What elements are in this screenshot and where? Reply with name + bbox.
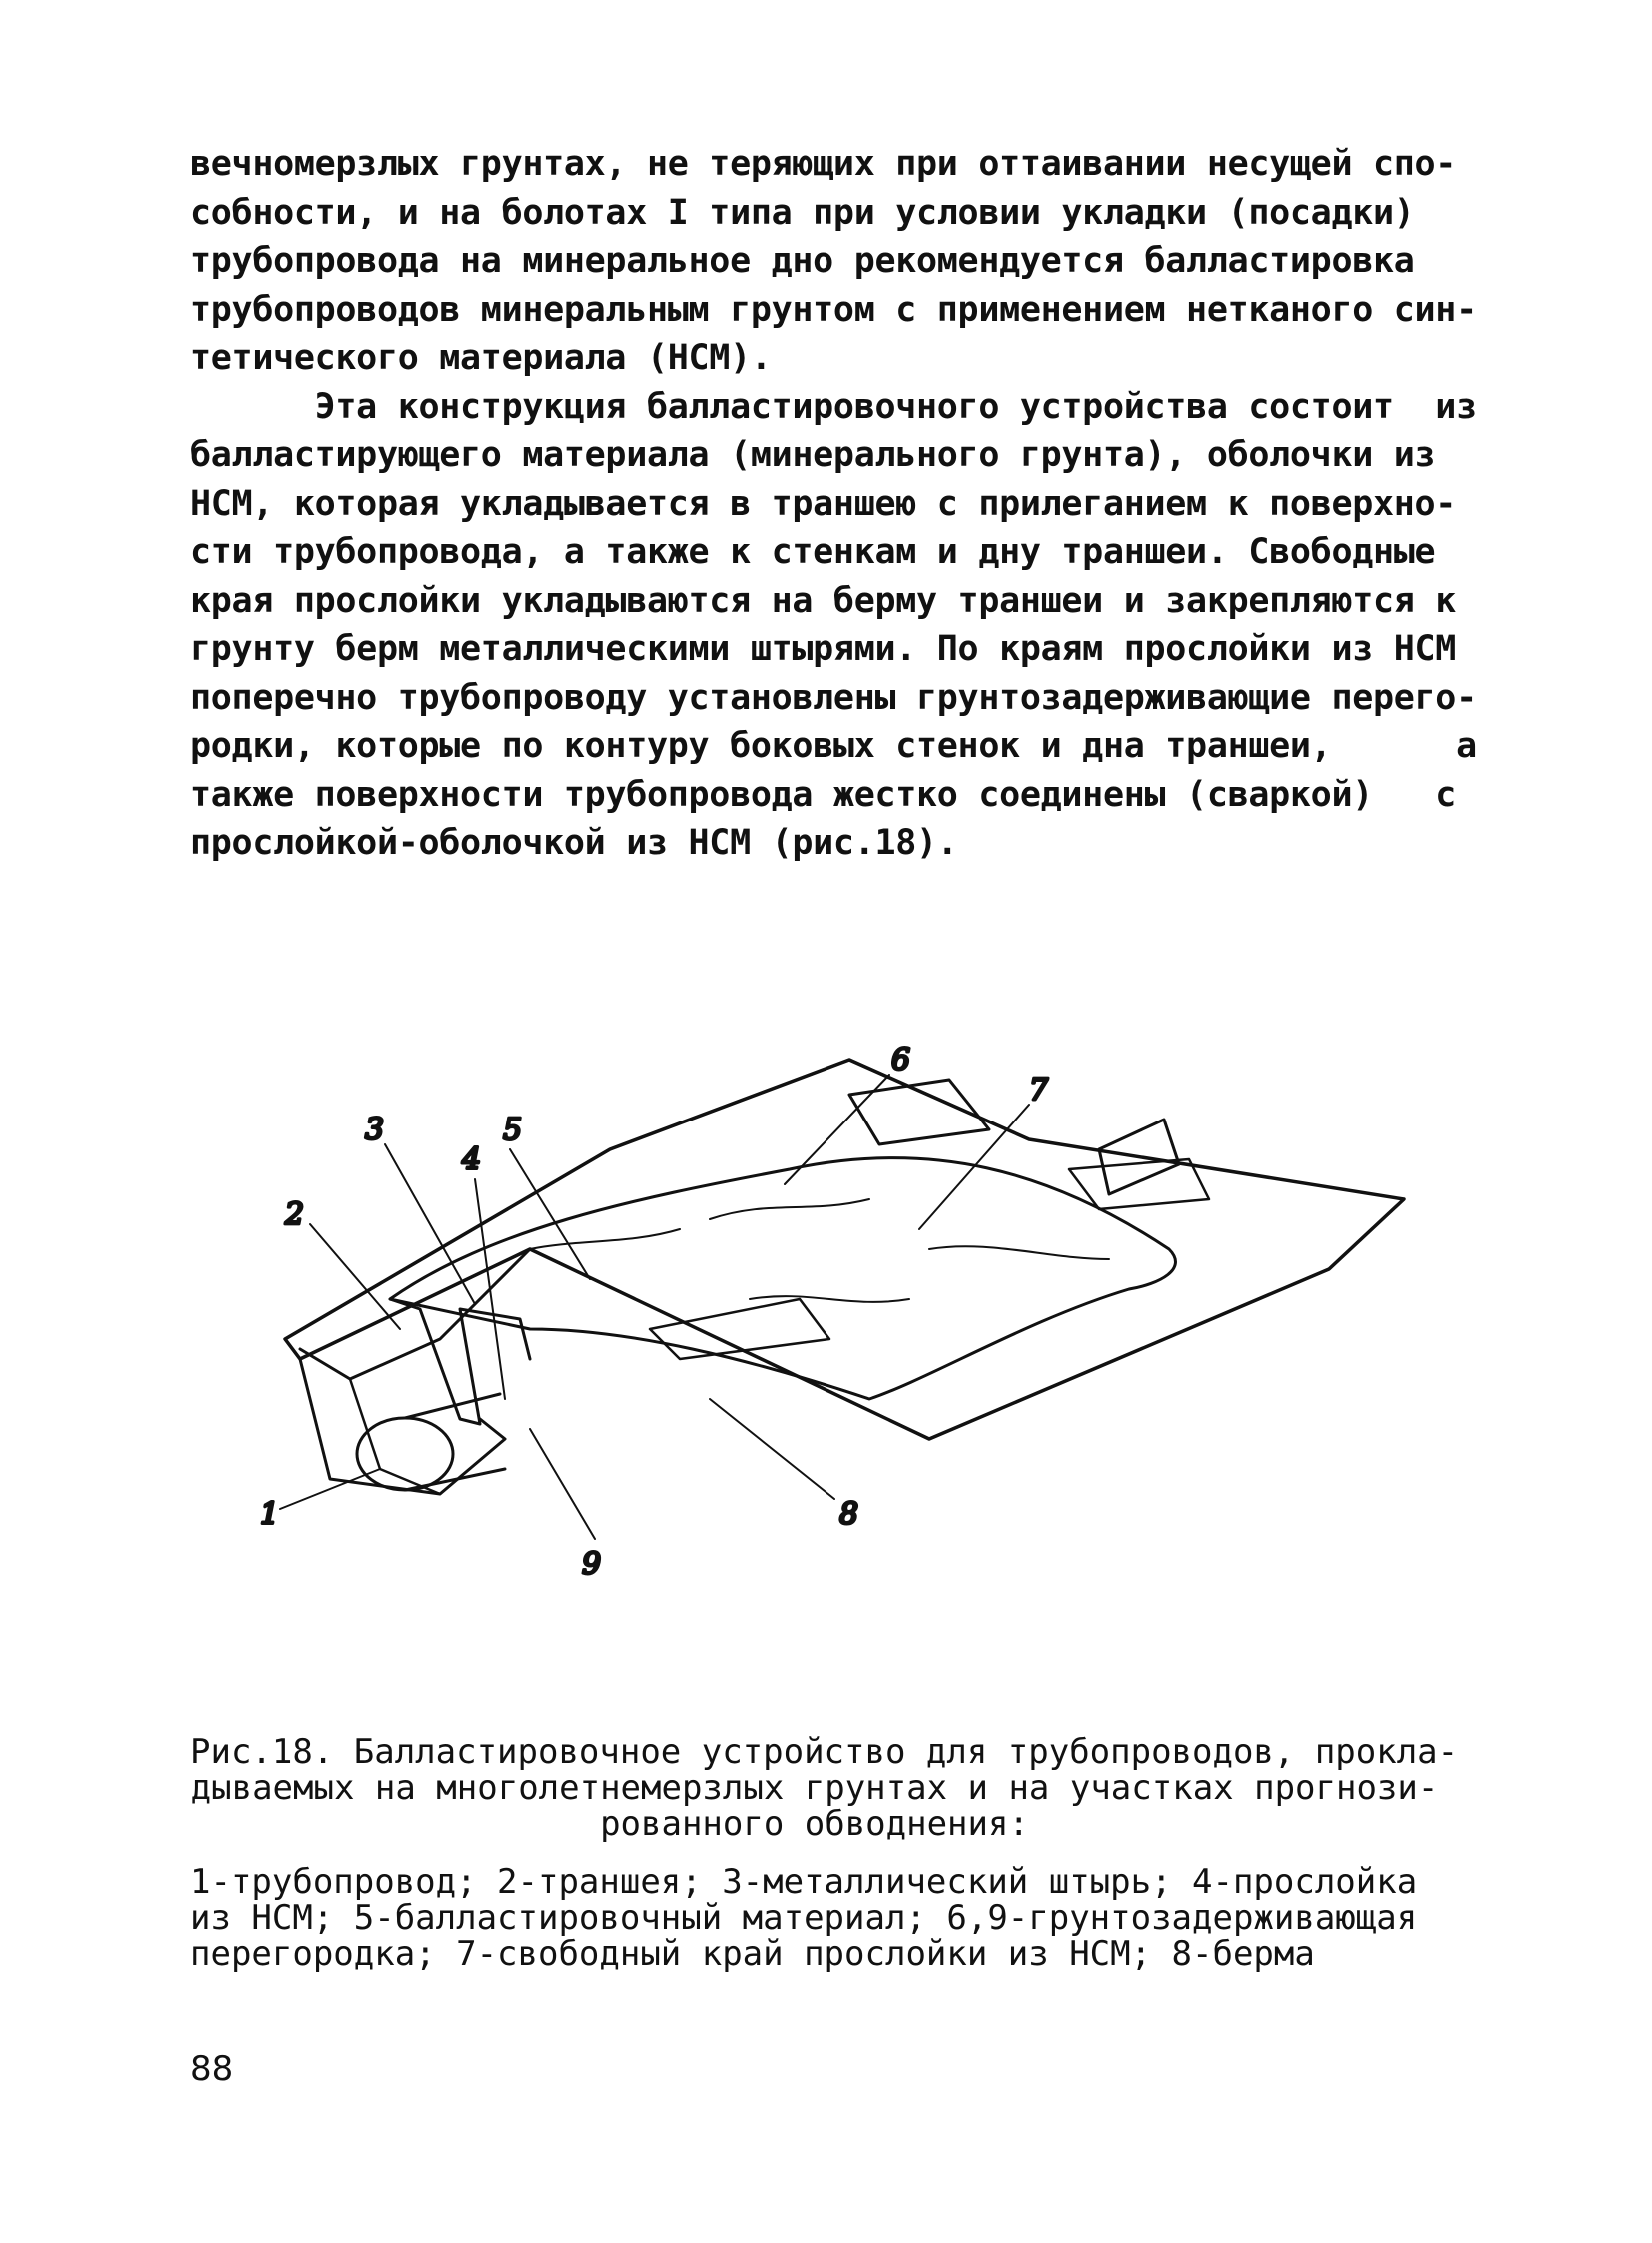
body-line: балластирующего материала (минерального грунта), оболочки из	[190, 435, 1436, 475]
body-line: грунту берм металлическими штырями. По краям прослойки из НСМ	[190, 629, 1457, 669]
figure-label-1: 1	[260, 1497, 280, 1532]
body-line: трубопровода на минеральное дно рекомендуется балластировка	[190, 241, 1415, 281]
figure-label-3: 3	[365, 1113, 385, 1147]
figure-label-8: 8	[839, 1497, 859, 1532]
caption-legend	[190, 1864, 1439, 1972]
figure-label-2: 2	[285, 1197, 305, 1232]
body-line: Эта конструкция балластировочного устройства состоит из	[190, 386, 1477, 427]
figure-label-5: 5	[503, 1113, 523, 1147]
caption-legend-line: из НСМ; 5-балластировочный материал; 6,9-грунтозадерживающая	[190, 1898, 1418, 1938]
body-line: также поверхности трубопровода жестко соединены (сваркой) с	[190, 774, 1457, 815]
caption-legend-line: перегородка; 7-свободный край прослойки из НСМ; 8-берма	[190, 1934, 1315, 1974]
body-line: НСМ, которая укладывается в траншею с прилеганием к поверхно-	[190, 483, 1457, 524]
ballast-device-figure	[230, 1000, 1429, 1639]
figure-caption	[190, 1732, 1459, 1974]
free-edge-7	[1069, 1159, 1209, 1209]
figure-label-6: 6	[891, 1043, 911, 1078]
caption-title-line: дываемых на многолетнемерзлых грунтах и на участках прогнози-	[190, 1768, 1439, 1808]
body-line: сти трубопровода, а также к стенкам и дну траншеи. Свободные	[190, 532, 1436, 572]
caption-title-line: рованного обводнения:	[600, 1804, 1029, 1844]
body-line: поперечно трубопроводу установлены грунтозадерживающие перего-	[190, 677, 1477, 718]
trench-outline	[300, 1249, 530, 1494]
caption-title-line: Рис.18. Балластировочное устройство для трубопроводов, прокла-	[190, 1732, 1459, 1772]
body-line: родки, которые по контуру боковых стенок и дна траншеи, а	[190, 726, 1477, 766]
caption-title	[190, 1732, 1459, 1844]
ballast-mound	[390, 1158, 1175, 1399]
figure-label-9: 9	[582, 1547, 602, 1582]
figure-label-4: 4	[462, 1142, 482, 1177]
body-line: трубопроводов минеральным грунтом с применением нетканого син-	[190, 289, 1477, 330]
barrier-plate-9	[650, 1299, 829, 1359]
body-line: прослойкой-оболочкой из НСМ (рис.18).	[190, 823, 958, 863]
caption-legend-line: 1-трубопровод; 2-траншея; 3-металлический штырь; 4-прослойка	[190, 1862, 1418, 1902]
body-paragraphs	[190, 140, 1477, 868]
ballast-texture	[530, 1199, 1109, 1302]
berm-surface	[285, 1060, 1404, 1439]
figure-label-7: 7	[1029, 1073, 1049, 1108]
body-line: края прослойки укладываются на берму траншеи и закрепляются к	[190, 580, 1457, 621]
page-number: 88	[190, 2049, 234, 2089]
ballast-device-drawing	[230, 1000, 1429, 1639]
body-line: вечномерзлых грунтах, не теряющих при оттаивании несущей спо-	[190, 144, 1457, 184]
body-line: собности, и на болотах I типа при условии укладки (посадки)	[190, 192, 1415, 233]
body-line: тетического материала (НСМ).	[190, 338, 772, 378]
